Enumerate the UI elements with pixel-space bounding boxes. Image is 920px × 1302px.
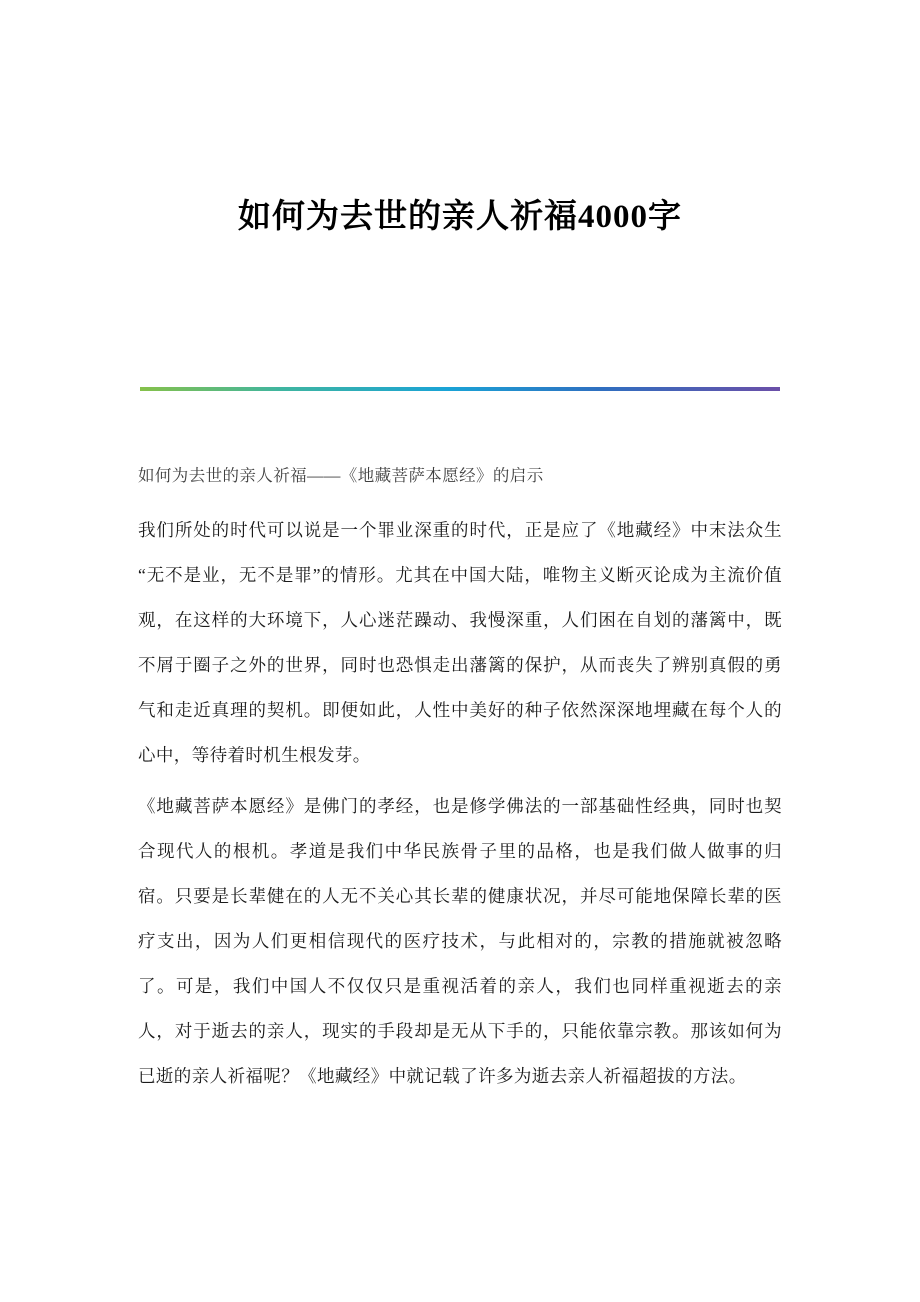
page-title: 如何为去世的亲人祈福4000字 (238, 199, 682, 235)
divider-container (75, 387, 845, 391)
lead-paragraph: 如何为去世的亲人祈福——《地藏菩萨本愿经》的启示 (138, 465, 544, 485)
body-paragraph: 我们所处的时代可以说是一个罪业深重的时代，正是应了《地藏经》中末法众生“无不是业，无不是罪”的情形。尤其在中国大陆，唯物主义断灭论成为主流价值观，在这样的大环境下，人心迷茫躁动、我慢深重，人们困在自划的藩篱中，既不屑于圈子之外的世界，同时也恐惧走出藩篱的保护，从而丧失了辨别真假的勇气和走近真理的契机。即便如此，人性中美好的种子依然深深地埋藏在每个人的心中，等待着时机生根发芽。 (138, 519, 782, 765)
body-paragraph: 《地藏菩萨本愿经》是佛门的孝经，也是修学佛法的一部基础性经典，同时也契合现代人的根机。孝道是我们中华民族骨子里的品格，也是我们做人做事的归宿。只要是长辈健在的人无不关心其长辈的健康状况，并尽可能地保障长辈的医疗支出，因为人们更相信现代的医疗技术，与此相对的，宗教的措施就被忽略了。可是，我们中国人不仅仅只是重视活着的亲人，我们也同样重视逝去的亲人，对于逝去的亲人，现实的手段却是无从下手的，只能依靠宗教。那该如何为已逝的亲人祈福呢？《地藏经》中就记载了许多为逝去亲人祈福超拔的方法。 (138, 795, 782, 1086)
document-body (75, 453, 845, 1099)
gradient-divider (140, 387, 780, 391)
